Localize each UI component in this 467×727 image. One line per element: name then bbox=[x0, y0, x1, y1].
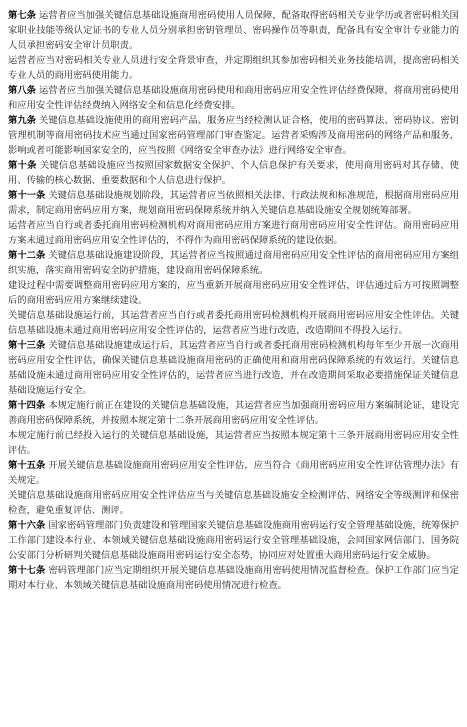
paragraph-text: 国家密码管理部门负责建设和管理国家关键信息基础设施商用密码运行安全管理基础设施，统筹保护工作部门建设本行业、本领域关键信息基础设施商用密码运行安全管理基础设施，会同国家网信部门、国务院公安部门分析研判关键信息基础设施商用密码运行安全态势，协同应对处置重大商用密码运行安全威胁。 bbox=[8, 520, 459, 561]
article-number: 第九条 bbox=[8, 115, 37, 126]
paragraph bbox=[8, 53, 459, 83]
paragraph bbox=[8, 308, 459, 338]
paragraph bbox=[8, 428, 459, 458]
paragraph-text: 关键信息基础设施应当按照国家数据安全保护、个人信息保护有关要求，使用商用密码对其存储、使用、传输的核心数据、重要数据和个人信息进行保护。 bbox=[8, 160, 459, 186]
paragraph bbox=[8, 488, 459, 518]
paragraph-text: 运营者应当加强关键信息基础设施商用密码使用和商用密码应用安全性评估经费保障，将商用密码使用和应用安全性评估经费纳入网络安全和信息化经费安排。 bbox=[8, 85, 459, 111]
article-number: 第十五条 bbox=[8, 460, 46, 471]
paragraph bbox=[8, 188, 459, 218]
paragraph bbox=[8, 278, 459, 308]
paragraph-text: 运营者应当加强关键信息基础设施商用密码使用人员保障，配备取得密码相关专业学历或者密码相关国家职业技能等级认定证书的专业人员分别承担密钥管理员、密码操作员等职责，配备具有安全审计专业能力的人员承担密码安全审计员职责。 bbox=[8, 10, 459, 51]
paragraph-text: 密码管理部门应当定期组织开展关键信息基础设施商用密码使用情况监督检查。保护工作部门应当定期对本行业、本领域关键信息基础设施商用密码使用情况进行检查。 bbox=[8, 565, 459, 591]
article-number: 第七条 bbox=[8, 10, 37, 21]
article-number: 第十二条 bbox=[8, 250, 46, 261]
paragraph bbox=[8, 518, 459, 563]
paragraph bbox=[8, 458, 459, 488]
paragraph-text: 运营者应当对密码相关专业人员进行安全背景审查，并定期组织其参加密码相关业务技能培训，提高密码相关专业人员的商用密码使用能力。 bbox=[8, 55, 459, 81]
article-number: 第十七条 bbox=[8, 565, 46, 576]
paragraph-text: 建设过程中需要调整商用密码应用方案的，应当重新开展商用密码应用安全性评估，评估通过后方可按照调整后的商用密码应用方案继续建设。 bbox=[8, 280, 459, 306]
paragraph-text: 关键信息基础设施规划阶段，其运营者应当依照相关法律、行政法规和标准规范，根据商用密码应用需求，制定商用密码应用方案，规划商用密码保障系统并纳入关键信息基础设施安全规划统筹部署。 bbox=[8, 190, 459, 216]
paragraph-text: 关键信息基础设施建设阶段，其运营者应当按照通过商用密码应用安全性评估的商用密码应用方案组织实施，落实商用密码安全防护措施，建设商用密码保障系统。 bbox=[8, 250, 459, 276]
paragraph bbox=[8, 113, 459, 158]
paragraph bbox=[8, 338, 459, 398]
paragraph-text: 运营者应当自行或者委托商用密码检测机构对商用密码应用方案进行商用密码应用安全性评估。商用密码应用方案未通过商用密码应用安全性评估的，不得作为商用密码保障系统的建设依据。 bbox=[8, 220, 459, 246]
paragraph-text: 关键信息基础设施建成运行后，其运营者应当自行或者委托商用密码检测机构每年至少开展一次商用密码应用安全性评估，确保关键信息基础设施商用密码的正确使用和商用密码保障系统的有效运行。关键信息基础设施未通过商用密码应用安全性评估的，运营者应当进行改造，并在改造期间采取必要措施保证关键信息基础设施运行安全。 bbox=[8, 340, 459, 396]
paragraph-text: 关键信息基础设施商用密码应用安全性评估应当与关键信息基础设施安全检测评估、网络安全等级测评和保密检查，避免重复评估、测评。 bbox=[8, 490, 459, 516]
paragraph-text: 本规定施行前正在建设的关键信息基础设施，其运营者应当加强商用密码应用方案编制论证，建设完善商用密码保障系统，并按照本规定第十二条开展商用密码应用安全性评估。 bbox=[8, 400, 459, 426]
paragraph bbox=[8, 158, 459, 188]
paragraph bbox=[8, 8, 459, 53]
paragraph bbox=[8, 83, 459, 113]
paragraph bbox=[8, 563, 459, 593]
article-number: 第十三条 bbox=[8, 340, 46, 351]
article-number: 第八条 bbox=[8, 85, 37, 96]
paragraph bbox=[8, 398, 459, 428]
paragraph-text: 关键信息基础设施使用的商用密码产品、服务应当经检测认证合格，使用的密码算法、密码协议、密钥管理机制等商用密码技术应当通过国家密码管理部门审查鉴定。运营者采购涉及商用密码的网络产品和服务，影响或者可能影响国家安全的，应当按照《网络安全审查办法》进行网络安全审查。 bbox=[8, 115, 459, 156]
article-number: 第十一条 bbox=[8, 190, 46, 201]
article-number: 第十条 bbox=[8, 160, 37, 171]
paragraph-text: 开展关键信息基础设施商用密码应用安全性评估，应当符合《商用密码应用安全性评估管理办法》有关规定。 bbox=[8, 460, 459, 486]
paragraph bbox=[8, 248, 459, 278]
article-number: 第十六条 bbox=[8, 520, 46, 531]
article-number: 第十四条 bbox=[8, 400, 46, 411]
paragraph bbox=[8, 218, 459, 248]
paragraph-text: 本规定施行前已经投入运行的关键信息基础设施，其运营者应当按照本规定第十三条开展商用密码应用安全性评估。 bbox=[8, 430, 459, 456]
paragraph-text: 关键信息基础设施运行前，其运营者应当自行或者委托商用密码检测机构开展商用密码应用安全性评估。关键信息基础设施未通过商用密码应用安全性评估的，运营者应当进行改造，改造期间不得投入运行。 bbox=[8, 310, 459, 336]
